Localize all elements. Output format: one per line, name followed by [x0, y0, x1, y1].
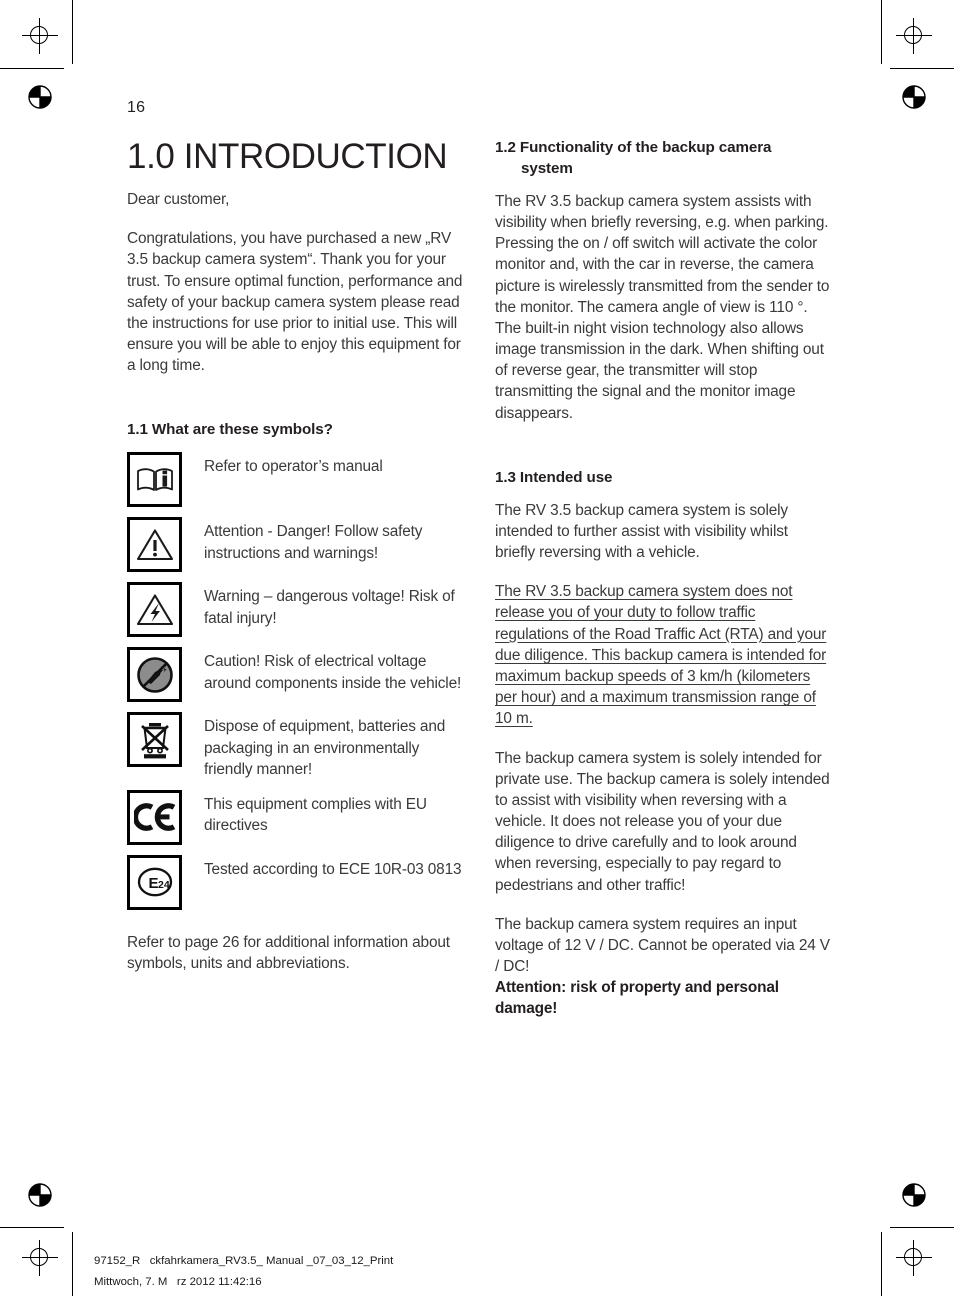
- trim-line-top-right-v: [881, 0, 882, 64]
- trim-line-top-right-h: [890, 68, 954, 69]
- section-heading-1-3: 1.3 Intended use: [495, 468, 613, 486]
- registration-mark-top-left: [22, 18, 58, 54]
- footer-job-name: 97152_R ckfahrkamera_RV3.5_ Manual _07_03_12_Print: [94, 1255, 394, 1267]
- page-title: 1.0 INTRODUCTION: [127, 137, 448, 176]
- symbol-label: Tested according to ECE 10R-03 0813: [204, 860, 462, 878]
- section-1-3-paragraph-underlined: The RV 3.5 backup camera system does not release you of your duty to follow traffic regulations of the Road Traffic Act (RTA) and your due diligence. This backup camera is intended for maximum backup speeds of 3 km/h (kilometers per hour) and a maximum transmission range of 10 m.: [495, 583, 827, 728]
- symbol-legend-list: [127, 452, 463, 910]
- salutation: Dear customer,: [127, 191, 230, 209]
- trim-line-top-left-v: [72, 0, 73, 64]
- trim-line-bottom-left-h: [0, 1227, 64, 1228]
- left-column: [127, 138, 463, 990]
- symbol-label: This equipment complies with EU directives: [204, 795, 427, 835]
- trim-line-bottom-left-v: [72, 1232, 73, 1296]
- svg-text:E: E: [148, 875, 159, 893]
- ece-e24-approval-icon: [127, 855, 182, 910]
- page-number: 16: [127, 99, 146, 116]
- attention-warning: [495, 977, 831, 1019]
- high-voltage-triangle-icon: [127, 582, 182, 637]
- bullseye-mark-bottom-left: [28, 1183, 52, 1207]
- svg-text:24: 24: [157, 879, 170, 892]
- intro-paragraph: Congratulations, you have purchased a new „RV 3.5 backup camera system“. Thank you for your trust. To ensure optimal function, performance and safety of your backup camera system please read the instructions for use prior to initial use. This will ensure you will be able to enjoy this equipment for a long time.: [127, 230, 463, 375]
- symbol-row: [127, 855, 463, 910]
- warning-triangle-icon: [127, 517, 182, 572]
- footer-timestamp: Mittwoch, 7. M rz 2012 11:42:16: [94, 1276, 262, 1288]
- symbol-label: Dispose of equipment, batteries and packaging in an environmentally friendly manner!: [204, 718, 446, 778]
- registration-mark-bottom-left: [22, 1240, 58, 1276]
- trim-line-top-left-h: [0, 68, 64, 69]
- symbol-row: [127, 452, 463, 507]
- registration-mark-bottom-right: [896, 1240, 932, 1276]
- symbol-row: [127, 582, 463, 637]
- bullseye-mark-top-right: [902, 85, 926, 109]
- ce-mark-icon: [127, 790, 182, 845]
- symbol-row: [127, 712, 463, 780]
- section-1-3-paragraph-3: The backup camera system is solely intended for private use. The backup camera is solely intended to assist with visibility when reversing with a vehicle. It does not release you of your due diligence to drive carefully and to look around when reversing, especially to pay regard to pedestrians and other traffic!: [495, 749, 830, 894]
- trim-line-bottom-right-v: [881, 1232, 882, 1296]
- bullseye-mark-bottom-right: [902, 1183, 926, 1207]
- symbol-row: [127, 790, 463, 845]
- symbol-label: Refer to operator’s manual: [204, 458, 383, 476]
- section-heading-1-1: 1.1 What are these symbols?: [127, 421, 333, 439]
- section-1-3-paragraph-4: The backup camera system requires an input voltage of 12 V / DC. Cannot be operated via 24 V / DC!: [495, 915, 830, 976]
- section-heading-1-2-line1: 1.2 Functionality of the backup camera: [495, 139, 772, 156]
- operator-manual-icon: [127, 452, 182, 507]
- trim-line-bottom-right-h: [890, 1227, 954, 1228]
- symbols-footnote: Refer to page 26 for additional information about symbols, units and abbreviations.: [127, 933, 450, 973]
- attention-warning-text: Attention: risk of property and personal damage!: [495, 979, 779, 1018]
- section-1-2-paragraph: The RV 3.5 backup camera system assists with visibility when briefly reversing, e.g. when parking. Pressing the on / off switch will activate the color monitor and, with the car in reverse, the camera picture is wirelessly transmitted from the sender to the monitor. The camera angle of view is 110 °. The built-in night vision technology also allows image transmission in the dark. When shifting out of reverse gear, the transmitter will stop transmitting the signal and the monitor image disappears.: [495, 192, 830, 422]
- right-column: [495, 138, 831, 1038]
- symbol-label: Warning – dangerous voltage! Risk of fatal injury!: [204, 588, 455, 627]
- section-heading-1-2-line2: system: [521, 159, 573, 177]
- symbol-label: Caution! Risk of electrical voltage around components inside the vehicle!: [204, 653, 462, 692]
- no-electrical-contact-icon: [127, 647, 182, 702]
- symbol-row: [127, 647, 463, 702]
- symbol-label: Attention - Danger! Follow safety instructions and warnings!: [204, 523, 423, 562]
- symbol-row: [127, 517, 463, 572]
- bullseye-mark-top-left: [28, 85, 52, 109]
- weee-crossed-bin-icon: [127, 712, 182, 767]
- section-1-3-paragraph-1: The RV 3.5 backup camera system is solely intended to further assist with visibility whilst briefly reversing with a vehicle.: [495, 501, 788, 562]
- registration-mark-top-right: [896, 18, 932, 54]
- section-heading-1-2: [495, 138, 831, 180]
